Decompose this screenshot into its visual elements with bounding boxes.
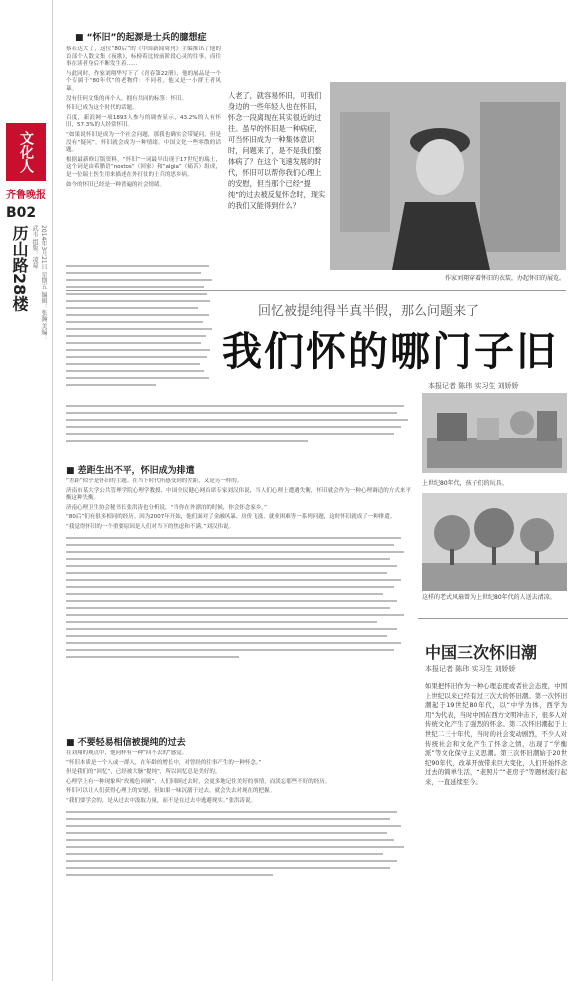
article3-p6: “我们要学会的，是从过去中汲取力量，而不是在过去中逃避现实。”张洪涛说。 — [66, 797, 256, 804]
article3-heading-text: 不要轻易相信被提纯的过去 — [77, 738, 186, 748]
toys-photo — [422, 393, 567, 473]
page-meta: 2014年3月21日 星期五 编辑：张瀚 美编：武韦 组版：凌莓 — [31, 225, 47, 342]
page-number: B02 — [6, 205, 37, 221]
portrait-photo — [330, 82, 566, 270]
article1-left-col — [66, 46, 221, 256]
article2-p1: “差距”似乎是怀旧的主题。在当下时代所感受到的差距，又是另一样的。 — [66, 478, 243, 484]
fans-caption: 这样的老式风扇曾为上世纪80年代的人送去清凉。 — [422, 594, 556, 601]
article3-p2: “怀旧本质是一个人或一群人，在年龄的增长中，对曾经的往事产生的一种怀念。” — [66, 759, 262, 766]
article2-body — [66, 478, 411, 723]
toys-caption: 上世纪80年代，孩子们的玩具。 — [422, 480, 508, 487]
article3-p3: 但是我们的“回忆”，已经被大脑“提纯”，所以回忆总是美好的。 — [66, 769, 221, 776]
article1-p8: 如今的怀旧已经是一种普遍的社会情绪。 — [66, 181, 166, 188]
fans-photo — [422, 493, 567, 591]
sidebar-article-byline: 本报记者 陈玮 实习生 刘娇娇 — [425, 665, 516, 673]
newspaper-logo: 齐鲁晚报 — [6, 190, 46, 201]
article1-heading: ■ “怀旧”的起源是士兵的臆想症 — [75, 33, 207, 43]
portrait-caption: 作家刘翔穿着怀旧的衣装，办起怀旧的展览。 — [444, 275, 565, 282]
article3-p5: 怀旧可以让人们获得心理上的安慰，但如果一味沉溺于过去，就会失去对现在的把握。 — [66, 788, 276, 795]
article1-p3: 没有任何文集的再个人，拥有共同的标签：怀旧。 — [66, 95, 188, 102]
article1-p4: 怀旧已成为这个时代的话题。 — [66, 105, 138, 112]
article2-heading: ■ 差距生出不平，怀旧成为排遣 — [66, 466, 195, 476]
pull-quote — [228, 90, 328, 260]
headline-title: 我们怀的哪门子旧 — [222, 329, 558, 375]
toys-illustration — [422, 393, 567, 473]
headline-subtitle: 回忆被提纯得半真半假，那么问题来了 — [258, 304, 480, 319]
section-name: 文化人 — [18, 131, 34, 173]
article3-body — [66, 750, 411, 975]
article3-heading: ■ 不要轻易相信被提纯的过去 — [66, 738, 186, 748]
section-badge — [6, 123, 46, 181]
article3-p4: 心理学上有一种现象叫“玫瑰色回顾”，人们回顾过去时，会更多地记住美好的事情，而淡忘那些不好的经历。 — [66, 778, 331, 785]
headline-byline: 本报记者 陈玮 实习生 刘娇娇 — [428, 382, 519, 390]
article2-p5: “我觉得怀旧的一个重要原因是人们对当下的焦虑和不满。”刘汉伟说。 — [66, 523, 234, 530]
article2-p2: 济南市某大学公共管理学院心理学教授、中国全民健心网首席专家刘汉伟说，当人们心理上遭遇失衡，怀旧就会作为一种心理调适的方式来平衡这种失衡。 — [66, 487, 411, 502]
pull-quote-text: 人老了，就容易怀旧，可我们身边的一些年轻人也在怀旧，怀念一段离现在其实很近的过往。虽早的怀旧是一种病症，可当怀旧成为一种集体意识时，问题来了，是不是我们整体病了？在这个飞速发展的时代，怀旧可以帮你我们心理上的安慰，但当那个已经“提纯”的过去被反复怀念时，现实的我们又能得到什么？ — [228, 91, 326, 210]
portrait-illustration — [330, 82, 566, 270]
sidebar-article-title: 中国三次怀旧潮 — [425, 643, 538, 662]
column-title: 历山路28楼 — [10, 225, 29, 312]
article1-p5: 百度，新浪网一项1893人参与的调查显示，43.2%的人有怀旧，57.3%的人经常怀旧。 — [66, 114, 221, 129]
article1-p2: 与此同时，作家刘翔华写下了《青春第22册》，他的展品是一个个专属于“80年代”的老物件：不同者，他又是一小群王者风暴。 — [66, 70, 221, 92]
fans-illustration — [422, 493, 567, 591]
article1-continued-wide — [66, 400, 411, 450]
sidebar-article-body: 如果把怀旧作为一种心理态度或者社会态度，中国上世纪以来已经有过三次大的怀旧潮。第一次怀旧潮起于19世纪80年代，以“中学为体，西学为用”为代表，当时中国在西方文明冲击下，很多人对传统文化产生了强烈的怀念。第二次怀旧潮起于上世纪二三十年代，当时的社会变动剧烈，不少人对传统社会和文化产生了怀念之情，出现了“学衡派”等文化保守主义思潮。第三次怀旧潮始于20世纪90年代，改革开放带来巨大变化，人们开始怀念过去的简单生活，“老照片”“老房子”等题材流行起来，一直延续至今。 — [425, 683, 567, 786]
article1-heading-text: “怀旧”的起源是士兵的臆想症 — [86, 33, 207, 43]
section-sidebar — [0, 0, 53, 981]
article1-p1: 蔡若达大了，这位“80后”的《中国新闻周刊》主编推出了他的首部个人散文集《夜歌》，标榜着比较前阶段心灵的往事，而往事在读者身后不断发生着…… — [66, 46, 221, 68]
article3-p1: 在刘翔的观点中，他同样有一种“回不去的”感觉。 — [66, 750, 188, 756]
article2-heading-text: 差距生出不平，怀旧成为排遣 — [77, 466, 195, 476]
article2-p4: “80后”们有很多相同的经历。因为2007年开始，他们面对了金融风暴、房价飞涨、就业困难等一系列问题，这时怀旧就成了一种排遣。 — [66, 514, 396, 521]
article2-p3: 济南心理卫生协会秘书长张洪涛也分析说，“当你在外漂泊的时候，你会怀念家乡。” — [66, 504, 267, 511]
article1-p6: “如果说怀旧是成为一个社会问题，那我也确实会带疑问，但是没有“疑问”，怀旧就会成为一种情绪。中国文化一些零散的话题。 — [66, 131, 221, 154]
article1-p7: 根据最新修订版资料，“怀旧”一词最早出现于17世纪的瑞士，这个词是由希腊语“nostos”（回家）和“algia”（痛苦）组成，是一位瑞士医生用来描述在外打仗的士兵的思乡病。 — [66, 156, 221, 178]
